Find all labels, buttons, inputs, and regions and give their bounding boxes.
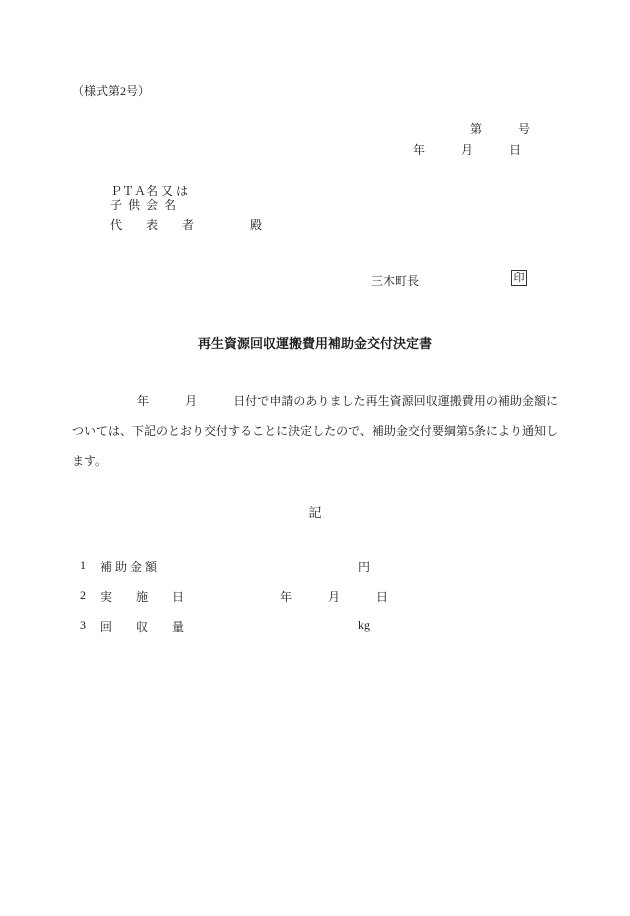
document-date-line: 年 月 日 [413, 143, 522, 157]
ki-marker: 記 [308, 505, 322, 520]
list-item [80, 588, 580, 618]
item-label: 実 施 日 [100, 590, 185, 604]
list-item [80, 618, 580, 648]
items-list [80, 558, 580, 648]
item-number: 1 [80, 558, 86, 572]
item-number: 2 [80, 588, 86, 602]
item-label: 回 収 量 [100, 620, 185, 634]
addressee-kodomokai-name-label: 子 供 会 名 [110, 198, 177, 212]
body-paragraph: 年 月 日付で申請のありました再生資源回収運搬費用の補助金額については、下記のとおり交付することに決定したので、補助金交付要綱第5条により通知します。 [72, 394, 558, 468]
issuer-name: 三木町長 [371, 274, 420, 288]
item-unit: kg [358, 618, 370, 632]
document-number-line: 第 号 [470, 122, 531, 136]
list-item [80, 558, 580, 588]
item-number: 3 [80, 618, 86, 632]
addressee-pta-name-label: ＰＴＡ名 又 は [110, 184, 189, 198]
seal-stamp-icon: 印 [511, 270, 527, 286]
item-mid-value: 年 月 日 [280, 590, 389, 604]
form-number: （様式第2号） [72, 84, 151, 98]
item-label: 補 助 金 額 [100, 560, 158, 574]
item-unit: 円 [358, 560, 371, 574]
addressee-representative-label [110, 216, 262, 233]
honorific-text: 殿 [250, 218, 263, 232]
page-title: 再生資源回収運搬費用補助金交付決定書 [197, 336, 432, 351]
representative-text: 代 表 者 [110, 218, 195, 232]
